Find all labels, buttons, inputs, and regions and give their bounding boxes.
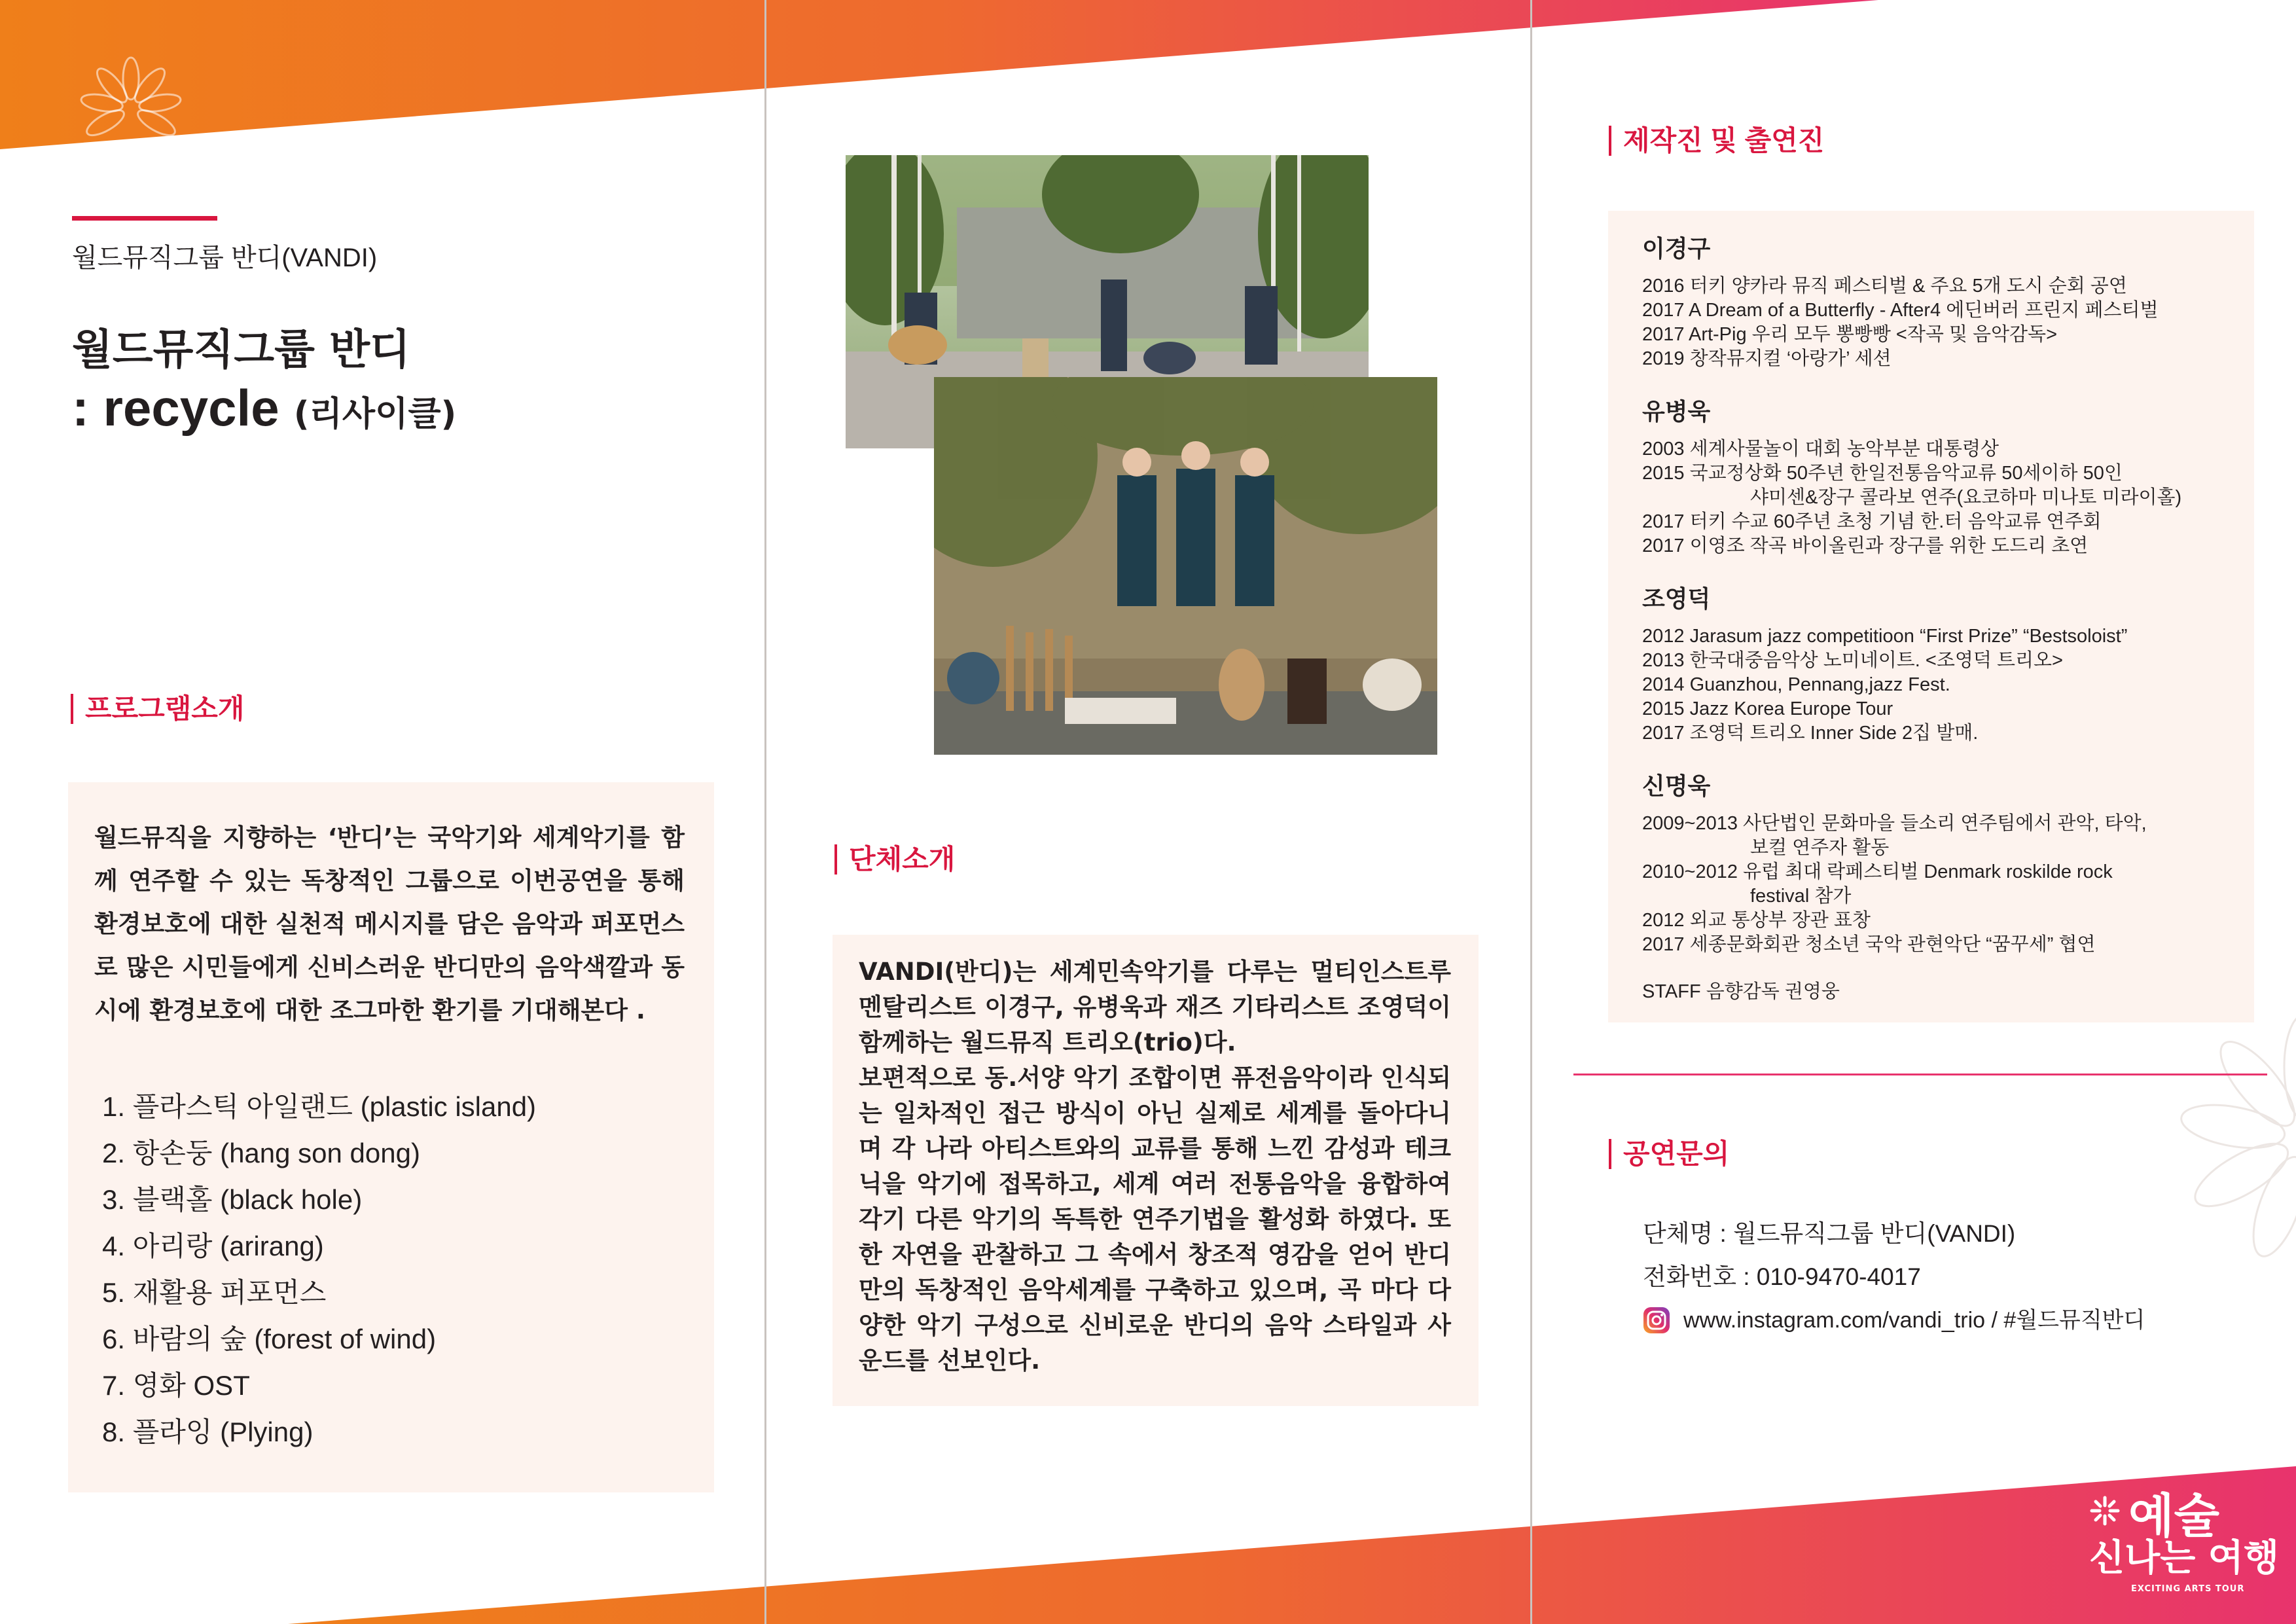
band-photo-wall [934, 377, 1437, 755]
cast-member-name: 이경구 [1642, 235, 1711, 262]
cast-member [1642, 393, 2231, 558]
logo-tagline: EXCITING ARTS TOUR [2131, 1584, 2245, 1594]
contact-web: www.instagram.com/vandi_trio / #월드뮤직반디 [1683, 1308, 2145, 1333]
accent-rule [72, 216, 217, 221]
fold-line [1530, 0, 1532, 1624]
group-intro-body: 보편적으로 동.서양 악기 조합이면 퓨전음악이라 인식되는 일차적인 접근 방식이 아닌 실제로 세계를 돌아다니며 각 나라 아티스트와의 교류를 통해 느낀 감성과 테크닉을 악기에 접목하고, 세계 여러 전통음악을 융합하여 각기 다른 악기의 독특한 연주기법을 활성화 하였다. 또한 자연을 관찰하고 그 속에서 창조적 영감을 얻어 반디만의 독창적인 음악세계를 구축하고 있으며, 곡 마다 다양한 악기 구성으로 신비로운 반디의 음악 스타일과 사운드를 선보인다. [859, 1064, 1451, 1375]
program-item: 4. 아리랑 (arirang) [102, 1231, 324, 1261]
logo-line-2: 신나는 여행 [2089, 1537, 2279, 1579]
title-line-1: 월드뮤직그룹 반디 [72, 326, 410, 374]
fold-line [764, 0, 766, 1624]
staff-text: STAFF 음향감독 권영웅 [1642, 981, 1840, 1002]
cast-credit: 2003 세계사물놀이 대회 농악부분 대통령상 [1642, 439, 1999, 460]
cast-credit: 2015 Jazz Korea Europe Tour [1642, 698, 1893, 719]
page-title [72, 324, 456, 441]
cast-credit: 2017 터키 수교 60주년 초청 기념 한.터 음악교류 연주회 [1642, 511, 2102, 532]
cast-credit: 샤미센&장구 콜라보 연주(요코하마 미나토 미라이홀) [1750, 487, 2182, 508]
program-item: 8. 플라잉 (Plying) [102, 1416, 314, 1447]
flower-ornament-icon [75, 52, 187, 157]
program-box [68, 782, 714, 1492]
contact-phone: 전화번호 : 010-9470-4017 [1643, 1263, 1921, 1290]
program-list [102, 1083, 536, 1455]
cast-member-name: 조영덕 [1642, 585, 1711, 612]
program-item: 2. 항손둥 (hang son dong) [102, 1138, 420, 1168]
cast-credit: 보컬 연주자 활동 [1750, 837, 1890, 858]
cast-credit: 2010~2012 유럽 최대 락페스티벌 Denmark roskilde rock [1642, 861, 2113, 882]
cast-credit: 2014 Guanzhou, Pennang,jazz Fest. [1642, 674, 1950, 695]
contact-info [1643, 1212, 2145, 1342]
cast-credit: 2012 Jarasum jazz competitioon “First Prize” “Bestsoloist” [1642, 626, 2128, 647]
instagram-icon [1643, 1307, 1670, 1334]
cast-credit: festival 참가 [1750, 886, 1852, 907]
divider [1573, 1074, 2267, 1075]
kicker-text: 월드뮤직그룹 반디(VANDI) [72, 244, 378, 272]
contact-web-row [1643, 1299, 2145, 1342]
title-sub: (리사이클) [293, 395, 457, 434]
program-intro: 월드뮤직을 지향하는 ‘반디’는 국악기와 세계악기를 함께 연주할 수 있는 독창적인 그룹으로 이번공연을 통해 환경보호에 대한 실천적 메시지를 담은 음악과 퍼포먼스로 많은 시민들에게 신비스러운 반디만의 음악색깔과 동시에 환경보호에 대한 조그마한 환기를 기대해본다 . [94, 823, 685, 1024]
cast-credit: 2017 조영덕 트리오 Inner Side 2집 발매. [1642, 723, 1979, 744]
program-item: 6. 바람의 숲 (forest of wind) [102, 1324, 437, 1354]
cast-credit: 2017 이영조 작곡 바이올린과 장구를 위한 도드리 초연 [1642, 535, 2089, 556]
exciting-arts-tour-logo [2089, 1489, 2279, 1604]
logo-line-1: 예술 [2128, 1489, 2220, 1543]
cast-credit: 2016 터키 양카라 뮤직 페스티벌 & 주요 5개 도시 순회 공연 [1642, 276, 2127, 297]
top-color-band [0, 0, 2296, 157]
contact-name: 단체명 : 월드뮤직그룹 반디(VANDI) [1643, 1220, 2016, 1247]
cast-credit: 2009~2013 사단법인 문화마을 들소리 연주팀에서 관악, 타악, [1642, 813, 2147, 834]
group-intro-lead: VANDI(반디)는 세계민속악기를 다루는 멀티인스트루멘탈리스트 이경구, 유병욱과 재즈 기타리스트 조영덕이 함께하는 월드뮤직 트리오(trio)다. [859, 958, 1451, 1056]
program-item: 7. 영화 OST [102, 1370, 250, 1401]
section-label-program: 프로그램소개 [71, 694, 244, 724]
cast-member-name: 유병욱 [1642, 398, 1711, 425]
cast-credit: 2017 세종문화회관 청소년 국악 관현악단 “꿈꾸세” 협연 [1642, 934, 2096, 955]
cast-credit: 2017 A Dream of a Butterfly - After4 에딘버러 프린지 페스티벌 [1642, 300, 2159, 321]
program-item: 5. 재활용 퍼포먼스 [102, 1277, 327, 1308]
sparkle-icon [2089, 1495, 2121, 1526]
cast-credit: 2019 창작뮤지컬 ‘아랑가’ 세션 [1642, 348, 1892, 369]
cast-list [1642, 230, 2231, 979]
cast-member [1642, 581, 2231, 746]
title-main: : recycle [72, 379, 279, 437]
group-intro-box [833, 935, 1479, 1406]
cast-credit: 2017 Art-Pig 우리 모두 뽕빵빵 <작곡 및 음악감독> [1642, 324, 2058, 345]
program-item: 3. 블랙홀 (black hole) [102, 1184, 363, 1215]
title-line-2 [72, 379, 457, 441]
group-intro-text [859, 954, 1451, 1379]
section-label-cast: 제작진 및 출연진 [1609, 126, 1824, 156]
cast-member [1642, 230, 2231, 371]
program-item: 1. 플라스틱 아일랜드 (plastic island) [102, 1091, 537, 1122]
cast-member [1642, 768, 2231, 957]
section-label-contact: 공연문의 [1609, 1139, 1729, 1169]
cast-member-name: 신명욱 [1642, 772, 1711, 799]
cast-credit: 2012 외교 통상부 장관 표창 [1642, 910, 1871, 931]
section-label-group: 단체소개 [834, 844, 955, 875]
flower-ornament-icon [2147, 1008, 2296, 1283]
cast-box [1608, 211, 2254, 1022]
cast-credit: 2013 한국대중음악상 노미네이트. <조영덕 트리오> [1642, 650, 2063, 671]
cast-credit: 2015 국교정상화 50주년 한일전통음악교류 50세이하 50인 [1642, 463, 2123, 484]
